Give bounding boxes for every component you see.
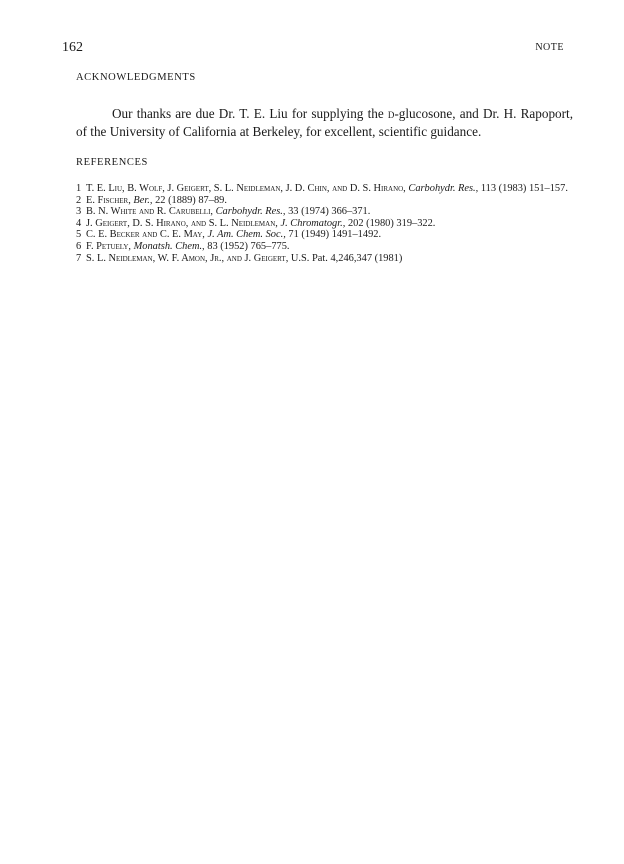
reference-item xyxy=(76,206,576,218)
ack-small-caps-d: d xyxy=(387,106,395,121)
reference-authors: E. Fischer, xyxy=(86,194,131,206)
reference-text xyxy=(86,206,576,218)
acknowledgments-paragraph xyxy=(76,105,573,141)
ack-text-part-2: -glucosone, and Dr. H. Rapoport, of the University of California at Berkeley, for excellent, scientific guidance. xyxy=(76,106,574,139)
reference-citation: U.S. Pat. 4,246,347 (1981) xyxy=(290,252,403,264)
reference-item xyxy=(76,241,576,253)
reference-number: 6 xyxy=(76,240,82,252)
reference-journal: Monatsh. Chem., xyxy=(133,240,205,252)
reference-text xyxy=(86,218,576,230)
reference-journal: Ber., xyxy=(133,194,153,206)
reference-number: 1 xyxy=(76,183,82,194)
reference-number: 5 xyxy=(76,229,82,241)
reference-item xyxy=(76,253,576,265)
reference-text xyxy=(86,229,576,241)
reference-citation: 113 (1983) 151–157. xyxy=(480,183,568,194)
reference-number: 4 xyxy=(76,217,82,229)
reference-text xyxy=(86,253,576,265)
reference-text xyxy=(86,241,576,253)
reference-citation: 71 (1949) 1491–1492. xyxy=(288,229,382,241)
references-heading: REFERENCES xyxy=(76,157,148,168)
reference-number: 3 xyxy=(76,206,82,218)
reference-item xyxy=(76,183,576,195)
reference-number: 7 xyxy=(76,252,82,264)
reference-number: 2 xyxy=(76,194,82,206)
reference-journal: J. Chromatogr., xyxy=(280,217,346,229)
reference-item xyxy=(76,195,576,207)
reference-journal: J. Am. Chem. Soc., xyxy=(207,229,286,241)
reference-citation: 83 (1952) 765–775. xyxy=(207,240,290,252)
reference-citation: 202 (1980) 319–322. xyxy=(347,217,436,229)
reference-authors: C. E. Becker and C. E. May, xyxy=(86,229,205,241)
reference-authors: S. L. Neidleman, W. F. Amon, Jr., and J. Geigert, xyxy=(86,252,289,264)
reference-journal: Carbohydr. Res., xyxy=(215,206,286,218)
page-number: 162 xyxy=(62,40,83,55)
reference-authors: F. Petuely, xyxy=(86,240,132,252)
reference-authors: B. N. White and R. Carubelli, xyxy=(86,206,214,218)
reference-journal: Carbohydr. Res., xyxy=(408,183,479,194)
reference-authors: T. E. Liu, B. Wolf, J. Geigert, S. L. Neidleman, J. D. Chin, and D. S. Hirano, xyxy=(86,183,406,194)
reference-list xyxy=(76,183,576,264)
reference-text xyxy=(86,195,576,207)
reference-item xyxy=(76,229,576,241)
running-head: NOTE xyxy=(535,42,564,53)
reference-citation: 33 (1974) 366–371. xyxy=(288,206,371,218)
ack-text-part-1: Our thanks are due Dr. T. E. Liu for supplying the xyxy=(112,106,388,121)
reference-citation: 22 (1889) 87–89. xyxy=(155,194,227,206)
reference-authors: J. Geigert, D. S. Hirano, and S. L. Neidleman, xyxy=(86,217,278,229)
acknowledgments-heading: ACKNOWLEDGMENTS xyxy=(76,72,196,83)
reference-item xyxy=(76,218,576,230)
reference-text xyxy=(86,183,576,195)
